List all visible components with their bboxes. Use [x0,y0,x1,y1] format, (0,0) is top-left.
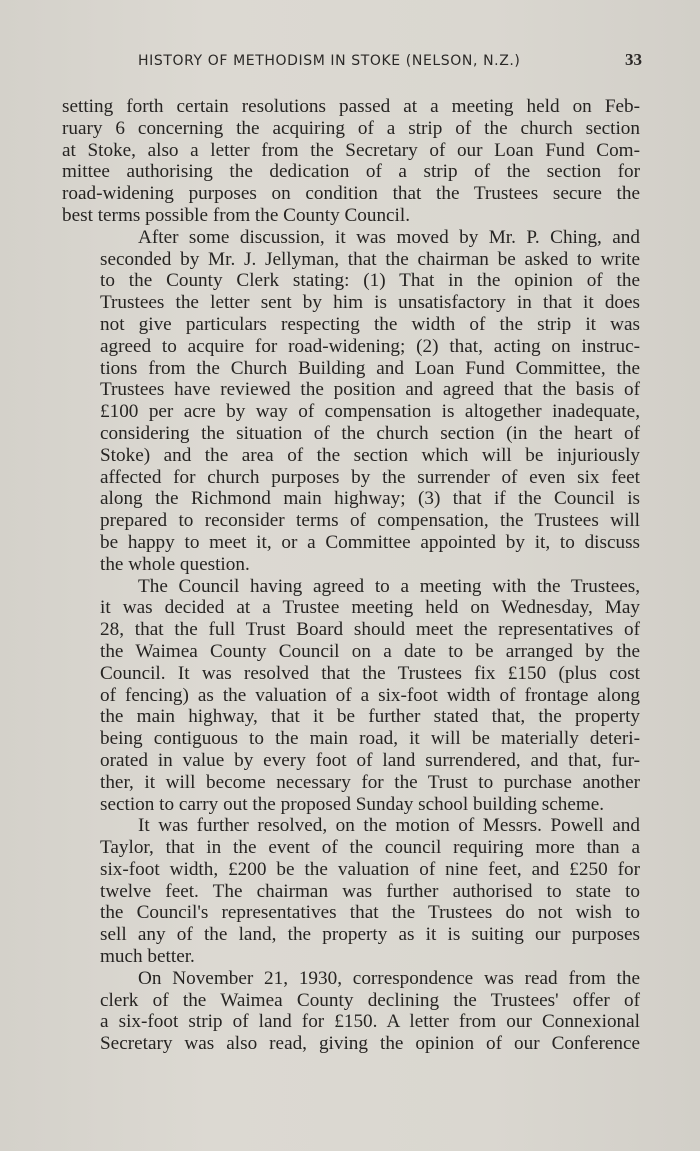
text-line: It was further resolved, on the motion of Messrs. Powell and [138,815,640,837]
text-line: along the Richmond main highway; (3) that if the Council is [100,488,640,510]
text-line: prepared to reconsider terms of compensation, the Trustees will [100,510,640,532]
text-line: it was decided at a Trustee meeting held on Wednesday, May [100,597,640,619]
page-number: 33 [625,50,642,69]
text-line: Trustees have reviewed the position and agreed that the basis of [100,379,640,401]
text-line: After some discussion, it was moved by Mr. P. Ching, and [138,226,640,248]
text-line: Council. It was resolved that the Trustees fix £150 (plus cost [100,662,640,684]
text-line: The Council having agreed to a meeting with the Trustees, [138,575,640,597]
text-line: best terms possible from the County Council. [62,204,411,226]
text-line: at Stoke, also a letter from the Secretary of our Loan Fund Com- [62,139,640,161]
text-line: not give particulars respecting the width of the strip it was [100,313,640,335]
text-line: Stoke) and the area of the section which will be injuriously [100,444,640,466]
text-line: ruary 6 concerning the acquiring of a strip of the church section [62,117,640,139]
text-line: twelve feet. The chairman was further authorised to state to [100,880,640,902]
text-line: clerk of the Waimea County declining the Trustees' offer of [100,989,640,1011]
text-line: agreed to acquire for road-widening; (2) that, acting on instruc- [100,335,640,357]
text-line: setting forth certain resolutions passed at a meeting held on Feb- [62,96,640,117]
text-line: orated in value by every foot of land surrendered, and that, fur- [100,749,640,771]
text-line: tions from the Church Building and Loan Fund Committee, the [100,357,640,379]
running-title: HISTORY OF METHODISM IN STOKE (NELSON, N.Z.) [138,53,521,69]
text-line: mittee authorising the dedication of a strip of the section for [62,161,640,183]
text-line: sell any of the land, the property as it is suiting our purposes [100,924,640,946]
text-line: the Council's representatives that the Trustees do not wish to [100,902,640,924]
text-line: Secretary was also read, giving the opinion of our Conference [100,1033,640,1055]
text-line: be happy to meet it, or a Committee appointed by it, to discuss [100,531,640,553]
text-line: seconded by Mr. J. Jellyman, that the chairman be asked to write [100,248,640,270]
paragraph [62,968,640,1055]
paragraph [62,227,640,576]
text-line: much better. [100,946,195,968]
text-line: of fencing) as the valuation of a six-foot width of frontage along [100,684,640,706]
paragraph [62,96,640,227]
text-line: affected for church purposes by the surrender of even six feet [100,466,640,488]
text-line: Trustees the letter sent by him is unsatisfactory in that it does [100,292,640,314]
text-line: a six-foot strip of land for £150. A letter from our Connexional [100,1011,640,1033]
text-line: On November 21, 1930, correspondence was read from the [138,967,640,989]
body-text [62,96,640,1055]
text-line: £100 per acre by way of compensation is altogether inadequate, [100,401,640,423]
running-head [62,50,642,76]
text-line: considering the situation of the church section (in the heart of [100,422,640,444]
text-line: six-foot width, £200 be the valuation of nine feet, and £250 for [100,858,640,880]
text-line: road-widening purposes on condition that the Trustees secure the [62,183,640,205]
text-line: to the County Clerk stating: (1) That in the opinion of the [100,270,640,292]
text-line: ther, it will become necessary for the Trust to purchase another [100,771,640,793]
text-line: 28, that the full Trust Board should meet the representatives of [100,619,640,641]
text-line: being contiguous to the main road, it will be materially deteri- [100,728,640,750]
text-line: the whole question. [100,553,250,575]
text-line: section to carry out the proposed Sunday school building scheme. [100,793,605,815]
paragraph [62,815,640,968]
text-line: the Waimea County Council on a date to be arranged by the [100,640,640,662]
paragraph [62,576,640,816]
text-line: Taylor, that in the event of the council requiring more than a [100,837,640,859]
text-line: the main highway, that it be further stated that, the property [100,706,640,728]
